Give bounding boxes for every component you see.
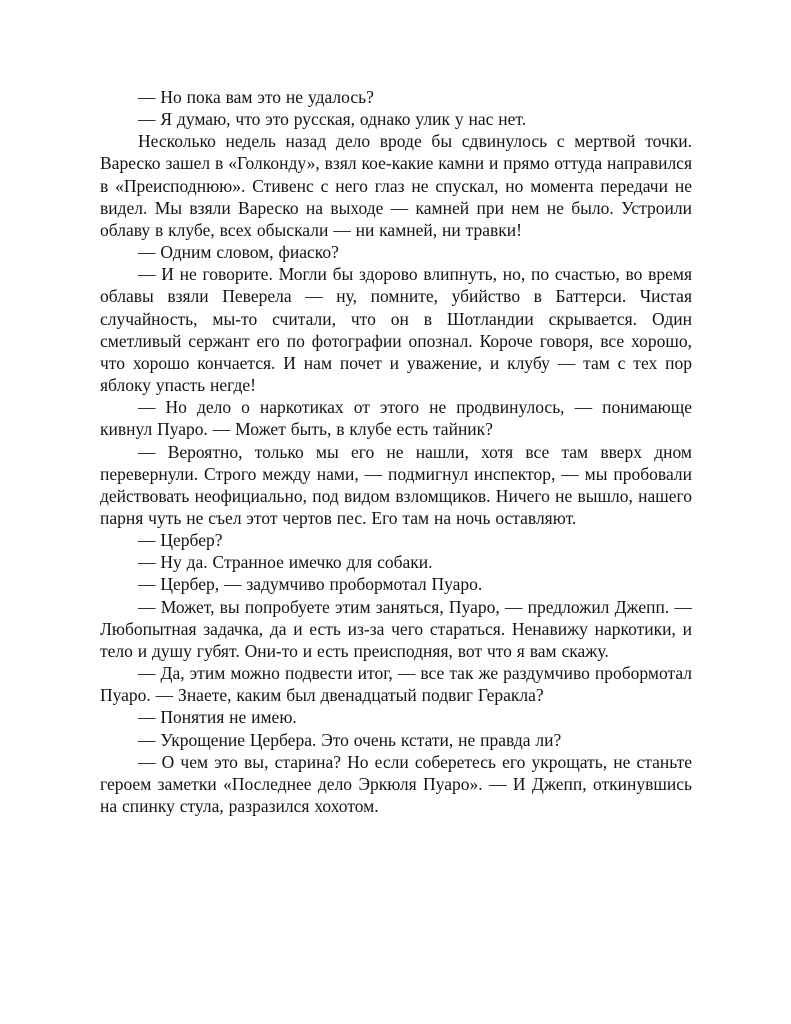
paragraph: — Я думаю, что это русская, однако улик у нас нет. bbox=[138, 109, 527, 130]
paragraph: — Но пока вам это не удалось? bbox=[138, 87, 374, 107]
paragraph: — Вероятно, только мы его не нашли, хотя все там вверх дном перевернули. Строго между нами, — подмигнул инспектор, — мы пробовали действовать неофициально, под видом взломщиков. Ничего не вышло, нашего парня чуть не съел этот чертов пес. Его там на ночь оставляют. bbox=[100, 441, 692, 528]
paragraph: — И не говорите. Могли бы здорово влипнуть, но, по счастью, во время облавы взяли Певерела — ну, помните, убийство в Баттерси. Чистая случайность, мы-то считали, что он в Шотландии скрывается. Один сметливый сержант его по фотографии опознал. Короче говоря, все хорошо, что хорошо кончается. И нам почет и уважение, и клубу — там с тех пор яблоку упасть негде! bbox=[100, 264, 692, 396]
paragraph: Несколько недель назад дело вроде бы сдвинулось с мертвой точки. Вареско зашел в «Голконду», взял кое-какие камни и прямо оттуда направился в «Преисподнюю». Стивенс с него глаз не спускал, но момента передачи не видел. Мы взяли Вареско на выходе — камней при нем не было. Устроили облаву в клубе, всех обыскали — ни камней, ни травки! bbox=[100, 131, 692, 240]
paragraph: — Цербер, — задумчиво пробормотал Пуаро. bbox=[138, 574, 483, 595]
paragraph: — Может, вы попробуете этим заняться, Пуаро, — предложил Джепп. — Любопытная задачка, да и есть из-за чего стараться. Ненавижу наркотики, и тело и душу губят. Они-то и есть преисподняя, вот что я вам скажу. bbox=[100, 596, 692, 661]
paragraph: — Укрощение Цербера. Это очень кстати, не правда ли? bbox=[138, 729, 562, 750]
paragraph: — Ну да. Странное имечко для собаки. bbox=[138, 552, 433, 573]
paragraph: — О чем это вы, старина? Но если соберетесь его укрощать, не станьте героем заметки «Последнее дело Эркюля Пуаро». — И Джепп, откинувшись на спинку стула, разразился хохотом. bbox=[100, 751, 692, 816]
paragraph: — Но дело о наркотиках от этого не продвинулось, — понимающе кивнул Пуаро. — Может быть, в клубе есть тайник? bbox=[100, 397, 692, 440]
paragraph: — Да, этим можно подвести итог, — все так же раздумчиво пробормотал Пуаро. — Знаете, каким был двенадцатый подвиг Геракла? bbox=[100, 663, 692, 706]
paragraph: — Одним словом, фиаско? bbox=[138, 242, 339, 263]
paragraph: — Цербер? bbox=[138, 530, 223, 551]
paragraph: — Понятия не имею. bbox=[138, 707, 297, 728]
